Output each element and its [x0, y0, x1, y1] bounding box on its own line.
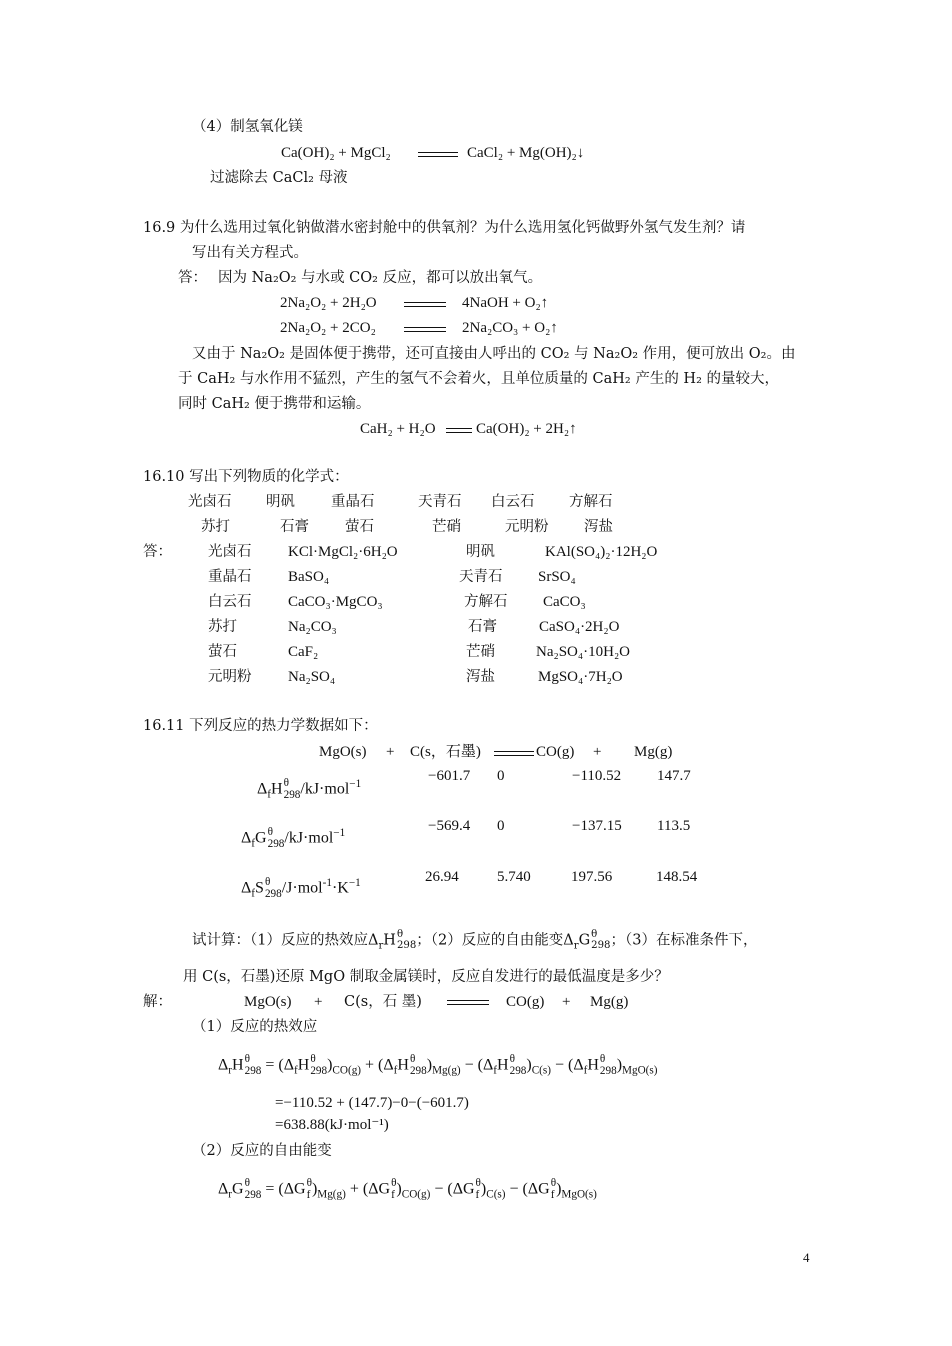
cah2-equation-rhs: Ca(OH)₂ + 2H₂↑ — [476, 421, 577, 437]
reaction-plus: + — [593, 744, 602, 760]
answer-formula: MgSO₄·7H₂O — [538, 669, 623, 685]
answer-name: 萤石 — [208, 644, 237, 660]
equals-sign — [446, 428, 472, 433]
equals-sign — [404, 302, 446, 307]
thermo-value: 197.56 — [571, 869, 613, 885]
part2-heading: （2）反应的自由能变 — [192, 1143, 332, 1159]
mineral-name: 白云石 — [491, 494, 535, 510]
reaction-species: C(s，石墨) — [410, 744, 481, 760]
q169-line1: 16.9 为什么选用过氧化钠做潜水密封舱中的供氧剂？为什么选用氢化钙做野外氢气发生剂？请 — [143, 220, 746, 236]
answer-name: 方解石 — [464, 594, 508, 610]
answer-formula: KAl(SO₄)₂·12H₂O — [545, 544, 658, 560]
mineral-name: 苏打 — [201, 519, 230, 535]
answer-formula: CaF₂ — [288, 644, 319, 660]
reaction-plus: + — [562, 994, 571, 1010]
thermo-value: 0 — [497, 768, 505, 784]
answer-formula: Na₂SO₄ — [288, 669, 336, 685]
q1610-answer-label: 答： — [143, 544, 172, 560]
na2o2-co2-rhs: 2Na₂CO₃ + O₂↑ — [462, 320, 558, 336]
enthalpy-calc-result: =638.88(kJ·mol⁻¹) — [275, 1117, 389, 1133]
thermo-value: −601.7 — [428, 768, 471, 784]
answer-formula: Na₂SO₄·10H₂O — [536, 644, 631, 660]
mineral-name: 光卤石 — [188, 494, 232, 510]
q1611-title: 16.11 下列反应的热力学数据如下： — [143, 718, 378, 734]
q1611-question-line2: 用 C(s，石墨)还原 MgO 制取金属镁时，反应自发进行的最低温度是多少？ — [183, 969, 669, 985]
mineral-name: 元明粉 — [505, 519, 549, 535]
na2o2-water-lhs: 2Na₂O₂ + 2H₂O — [280, 295, 377, 311]
enthalpy-row-label: $\Delta_fH$ θ 298 /kJ·mol$^{-1}$ — [257, 777, 362, 802]
solution-label: 解： — [143, 994, 172, 1010]
answer-formula: BaSO₄ — [288, 569, 330, 585]
answer-name: 元明粉 — [208, 669, 252, 685]
equals-sign — [404, 327, 446, 332]
equals-sign — [494, 751, 534, 756]
mineral-name: 芒硝 — [432, 519, 461, 535]
answer-name: 石膏 — [468, 619, 497, 635]
q1611-question-line1: 试计算：（1）反应的热效应$\Delta_rH$ θ 298 ；（2）反应的自由能变$\Delta_rG$ θ 298 ；（3）在标准条件下， — [192, 929, 758, 952]
na2o2-co2-lhs: 2Na₂O₂ + 2CO₂ — [280, 320, 376, 336]
equals-sign — [418, 152, 458, 157]
reaction-species: Mg(g) — [634, 744, 673, 760]
reaction-species: MgO(s) — [319, 744, 367, 760]
mineral-name: 重晶石 — [331, 494, 375, 510]
q169-paragraph-line2: 于 CaH₂ 与水作用不猛烈，产生的氢气不会着火，且单位质量的 CaH₂ 产生的 H₂ 的量较大， — [178, 371, 780, 387]
equals-sign — [447, 1000, 489, 1005]
answer-formula: CaCO₃ — [543, 594, 586, 610]
section-4-title: （4）制氢氧化镁 — [192, 119, 303, 135]
thermo-value: 26.94 — [425, 869, 459, 885]
mineral-name: 萤石 — [345, 519, 374, 535]
thermo-value: 148.54 — [656, 869, 698, 885]
part1-heading: （1）反应的热效应 — [192, 1019, 318, 1035]
reaction-plus: + — [386, 744, 395, 760]
reaction-species: MgO(s) — [244, 994, 292, 1010]
filter-note: 过滤除去 CaCl₂ 母液 — [210, 170, 348, 186]
reaction-species: CO(g) — [536, 744, 575, 760]
q169-paragraph-line3: 同时 CaH₂ 便于携带和运输。 — [178, 396, 371, 412]
answer-formula: Na₂CO₃ — [288, 619, 337, 635]
answer-name: 苏打 — [208, 619, 237, 635]
q169-answer-line1: 因为 Na₂O₂ 与水或 CO₂ 反应，都可以放出氧气。 — [218, 270, 543, 286]
answer-formula: SrSO₄ — [538, 569, 576, 585]
thermo-value: 113.5 — [657, 818, 691, 834]
thermo-value: −569.4 — [428, 818, 471, 834]
q169-answer-label: 答： — [178, 270, 207, 286]
mineral-name: 天青石 — [418, 494, 462, 510]
reaction-species: Mg(g) — [590, 994, 629, 1010]
enthalpy-equation: $\Delta_rH$ θ 298 = ($\Delta_fH$ θ 298 )$_{CO(g)} + (\Delta_fH$ θ 298 )$_{Mg(g)} - (\Delta_fH$ θ 298 )$_{C(s)} - (\Delta_fH$ θ 298 )$_{MgO(s)}$ — [218, 1053, 658, 1078]
mgoh2-equation-lhs: Ca(OH)₂ + MgCl₂ — [281, 145, 391, 161]
answer-name: 芒硝 — [466, 644, 495, 660]
answer-formula: CaSO₄·2H₂O — [539, 619, 620, 635]
answer-name: 明矾 — [466, 544, 495, 560]
cah2-equation-lhs: CaH₂ + H₂O — [360, 421, 436, 437]
mgoh2-equation-rhs: CaCl₂ + Mg(OH)₂↓ — [467, 145, 585, 161]
mineral-name: 泻盐 — [584, 519, 613, 535]
page-number: 4 — [803, 1250, 810, 1265]
answer-name: 泻盐 — [466, 669, 495, 685]
gibbs-equation: $\Delta_rG$ θ 298 = (ΔG θ f )$_{Mg(g)} + (\Delta G$ θ f )$_{CO(g)} - (\Delta G$ θ f )$_{C(s)} - (\Delta G$ θ f )$_{MgO(s)}$ — [218, 1177, 597, 1202]
answer-formula: CaCO₃·MgCO₃ — [288, 594, 383, 610]
thermo-value: 5.740 — [497, 869, 531, 885]
na2o2-water-rhs: 4NaOH + O₂↑ — [462, 295, 549, 311]
q1610-title: 16.10 写出下列物质的化学式： — [143, 469, 349, 485]
reaction-species: C(s，石 墨) — [344, 994, 422, 1010]
thermo-value: −137.15 — [572, 818, 622, 834]
gibbs-row-label: $\Delta_fG$ θ 298 /kJ·mol$^{-1}$ — [241, 826, 346, 851]
thermo-value: 0 — [497, 818, 505, 834]
mineral-name: 方解石 — [569, 494, 613, 510]
reaction-species: CO(g) — [506, 994, 545, 1010]
answer-name: 天青石 — [459, 569, 503, 585]
reaction-plus: + — [314, 994, 323, 1010]
answer-name: 白云石 — [208, 594, 252, 610]
thermo-value: 147.7 — [657, 768, 691, 784]
enthalpy-calc-step1: =−110.52 + (147.7)−0−(−601.7) — [275, 1095, 469, 1111]
answer-name: 重晶石 — [208, 569, 252, 585]
mineral-name: 明矾 — [266, 494, 295, 510]
q169-line2: 写出有关方程式。 — [192, 245, 308, 261]
q169-paragraph-line1: 又由于 Na₂O₂ 是固体便于携带，还可直接由人呼出的 CO₂ 与 Na₂O₂ 作用，便可放出 O₂。由 — [192, 346, 796, 362]
entropy-row-label: $\Delta_fS$ θ 298 $/J\cdot mol^{-1}\cdot K^{-1}$ — [241, 876, 361, 901]
answer-name: 光卤石 — [208, 544, 252, 560]
thermo-value: −110.52 — [572, 768, 622, 784]
answer-formula: KCl·MgCl₂·6H₂O — [288, 544, 398, 560]
mineral-name: 石膏 — [280, 519, 309, 535]
